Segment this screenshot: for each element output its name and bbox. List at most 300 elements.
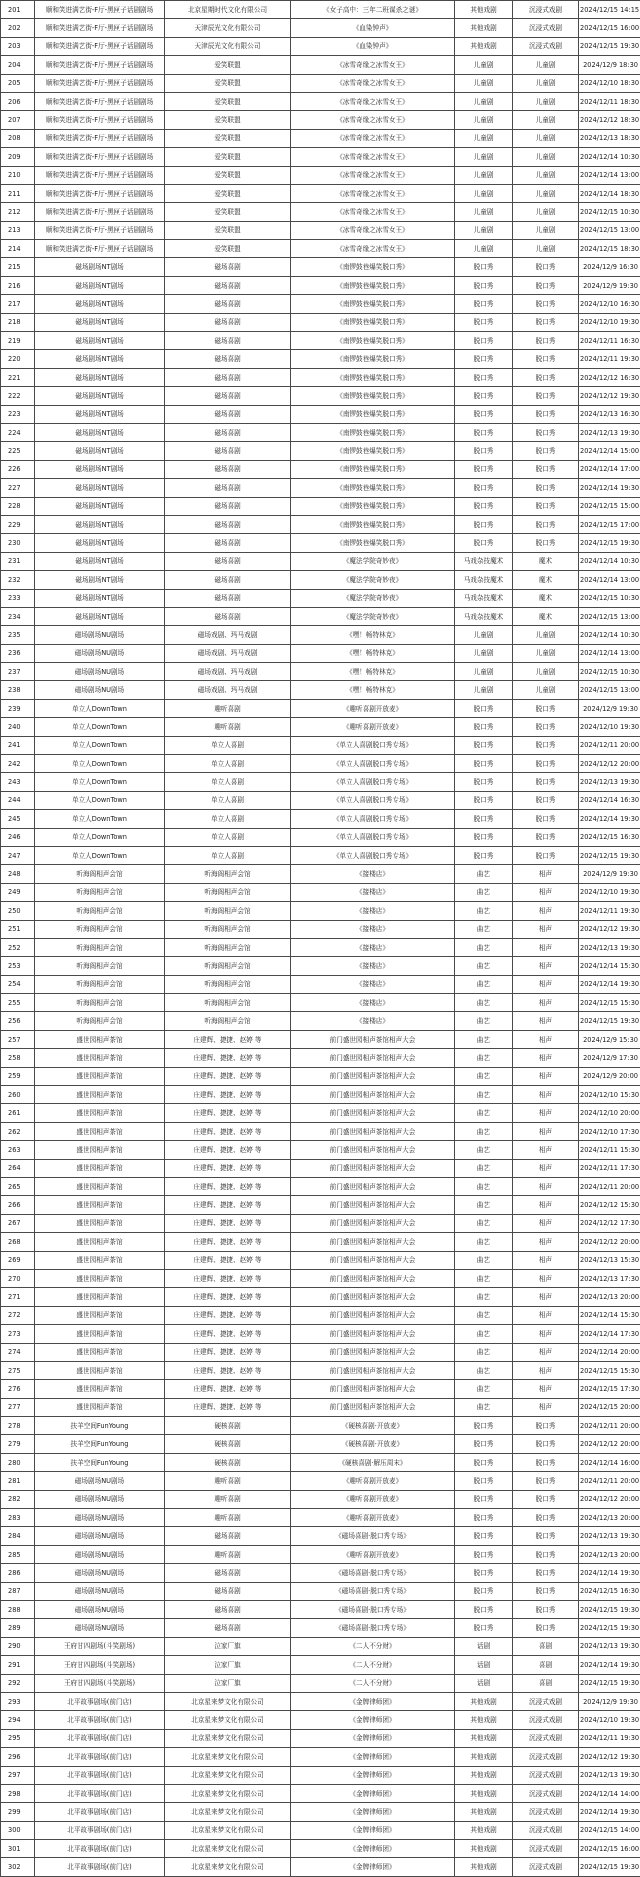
row-number: 205: [1, 74, 35, 92]
table-row: [1, 1012, 640, 1030]
program-title-cell: 《魔法学院奇妙夜》: [291, 589, 455, 607]
program-title-cell: 《嘿！畅特林克》: [291, 644, 455, 662]
organizer-cell: 庄建辉、捷捷、赵婷 等: [165, 1233, 291, 1251]
venue-cell: 磁场剧场NU剧场: [35, 1564, 165, 1582]
datetime-cell: 2024/12/13 17:30: [579, 1269, 640, 1287]
subcategory-cell: 脱口秀: [513, 1453, 579, 1471]
table-row: [1, 1545, 640, 1563]
category-cell: 马戏杂技魔术: [455, 571, 513, 589]
organizer-cell: 爱笑联盟: [165, 166, 291, 184]
venue-cell: 顺和笑进满艺街-F厅-黑匣子话剧剧场: [35, 74, 165, 92]
program-title-cell: 《嘿！畅特林克》: [291, 626, 455, 644]
organizer-cell: 爱笑联盟: [165, 221, 291, 239]
category-cell: 儿童剧: [455, 626, 513, 644]
program-title-cell: 《磁场喜剧·脱口秀专场》: [291, 1582, 455, 1600]
venue-cell: 听海阁相声会馆: [35, 902, 165, 920]
organizer-cell: 听海阁相声会馆: [165, 957, 291, 975]
venue-cell: 顺和笑进满艺街-F厅-黑匣子话剧剧场: [35, 37, 165, 55]
organizer-cell: 爱笑联盟: [165, 129, 291, 147]
row-number: 250: [1, 902, 35, 920]
organizer-cell: 磁场戏剧、玛马戏剧: [165, 681, 291, 699]
table-row: [1, 1490, 640, 1508]
row-number: 275: [1, 1361, 35, 1379]
program-title-cell: 前门盛世园相声茶馆相声大会: [291, 1196, 455, 1214]
row-number: 280: [1, 1453, 35, 1471]
row-number: 216: [1, 276, 35, 294]
organizer-cell: 趣听喜剧: [165, 1472, 291, 1490]
row-number: 214: [1, 240, 35, 258]
row-number: 218: [1, 313, 35, 331]
datetime-cell: 2024/12/14 10:30: [579, 552, 640, 570]
subcategory-cell: 相声: [513, 994, 579, 1012]
subcategory-cell: 脱口秀: [513, 295, 579, 313]
category-cell: 曲艺: [455, 1030, 513, 1048]
row-number: 226: [1, 460, 35, 478]
datetime-cell: 2024/12/15 19:30: [579, 37, 640, 55]
subcategory-cell: 相声: [513, 1380, 579, 1398]
organizer-cell: 爱笑联盟: [165, 56, 291, 74]
category-cell: 马戏杂技魔术: [455, 607, 513, 625]
category-cell: 曲艺: [455, 1049, 513, 1067]
datetime-cell: 2024/12/14 17:30: [579, 1325, 640, 1343]
organizer-cell: 北京星期时代文化有限公司: [165, 1, 291, 19]
category-cell: 曲艺: [455, 1380, 513, 1398]
datetime-cell: 2024/12/10 18:30: [579, 74, 640, 92]
venue-cell: 北平故事剧场(前门店): [35, 1840, 165, 1858]
row-number: 283: [1, 1509, 35, 1527]
row-number: 300: [1, 1821, 35, 1839]
program-title-cell: 《冰雪奇缘之冰雪女王》: [291, 92, 455, 110]
organizer-cell: 听海阁相声会馆: [165, 994, 291, 1012]
venue-cell: 顺和笑进满艺街-F厅-黑匣子话剧剧场: [35, 148, 165, 166]
subcategory-cell: 脱口秀: [513, 1435, 579, 1453]
organizer-cell: 单立人喜剧: [165, 846, 291, 864]
row-number: 245: [1, 810, 35, 828]
category-cell: 儿童剧: [455, 74, 513, 92]
table-row: [1, 1196, 640, 1214]
table-row: [1, 387, 640, 405]
venue-cell: 磁场剧场NU剧场: [35, 626, 165, 644]
row-number: 222: [1, 387, 35, 405]
organizer-cell: 磁场喜剧: [165, 497, 291, 515]
row-number: 281: [1, 1472, 35, 1490]
subcategory-cell: 脱口秀: [513, 368, 579, 386]
datetime-cell: 2024/12/15 15:30: [579, 1361, 640, 1379]
venue-cell: 磁场剧场NT剧场: [35, 552, 165, 570]
program-title-cell: 《趣听喜剧开放麦》: [291, 1509, 455, 1527]
row-number: 246: [1, 828, 35, 846]
table-row: [1, 1251, 640, 1269]
subcategory-cell: 相声: [513, 1269, 579, 1287]
row-number: 293: [1, 1692, 35, 1710]
datetime-cell: 2024/12/9 15:30: [579, 1030, 640, 1048]
organizer-cell: 听海阁相声会馆: [165, 865, 291, 883]
program-title-cell: 《嘿！畅特林克》: [291, 663, 455, 681]
datetime-cell: 2024/12/10 20:00: [579, 1104, 640, 1122]
organizer-cell: 硬核喜剧: [165, 1417, 291, 1435]
datetime-cell: 2024/12/13 19:30: [579, 423, 640, 441]
table-row: [1, 957, 640, 975]
category-cell: 曲艺: [455, 920, 513, 938]
subcategory-cell: 相声: [513, 883, 579, 901]
category-cell: 脱口秀: [455, 350, 513, 368]
table-row: [1, 129, 640, 147]
datetime-cell: 2024/12/10 15:30: [579, 1086, 640, 1104]
row-number: 298: [1, 1784, 35, 1802]
category-cell: 脱口秀: [455, 1619, 513, 1637]
subcategory-cell: 儿童剧: [513, 111, 579, 129]
subcategory-cell: 沉浸式戏剧: [513, 1729, 579, 1747]
organizer-cell: 庄建辉、捷捷、赵婷 等: [165, 1398, 291, 1416]
program-title-cell: 《南锣鼓巷爆笑脱口秀》: [291, 442, 455, 460]
datetime-cell: 2024/12/14 13:00: [579, 571, 640, 589]
table-row: [1, 607, 640, 625]
category-cell: 曲艺: [455, 1251, 513, 1269]
row-number: 211: [1, 184, 35, 202]
organizer-cell: 泣家厂旗: [165, 1637, 291, 1655]
subcategory-cell: 相声: [513, 1122, 579, 1140]
datetime-cell: 2024/12/14 19:30: [579, 975, 640, 993]
venue-cell: 盛世园相声茶馆: [35, 1159, 165, 1177]
category-cell: 曲艺: [455, 957, 513, 975]
subcategory-cell: 脱口秀: [513, 755, 579, 773]
row-number: 213: [1, 221, 35, 239]
category-cell: 曲艺: [455, 1398, 513, 1416]
subcategory-cell: 相声: [513, 1030, 579, 1048]
program-title-cell: 《二人不分财》: [291, 1637, 455, 1655]
organizer-cell: 磁场喜剧: [165, 332, 291, 350]
organizer-cell: 磁场喜剧: [165, 1600, 291, 1618]
category-cell: 脱口秀: [455, 368, 513, 386]
row-number: 265: [1, 1178, 35, 1196]
venue-cell: 王府甘四剧场(斗笑剧场): [35, 1637, 165, 1655]
venue-cell: 听海阁相声会馆: [35, 920, 165, 938]
subcategory-cell: 喜剧: [513, 1637, 579, 1655]
venue-cell: 磁场剧场NT剧场: [35, 276, 165, 294]
category-cell: 脱口秀: [455, 1564, 513, 1582]
venue-cell: 北平故事剧场(前门店): [35, 1729, 165, 1747]
subcategory-cell: 脱口秀: [513, 1582, 579, 1600]
category-cell: 脱口秀: [455, 1527, 513, 1545]
datetime-cell: 2024/12/14 19:30: [579, 1803, 640, 1821]
venue-cell: 盛世园相声茶馆: [35, 1380, 165, 1398]
datetime-cell: 2024/12/10 19:30: [579, 313, 640, 331]
row-number: 299: [1, 1803, 35, 1821]
venue-cell: 听海阁相声会馆: [35, 883, 165, 901]
table-row: [1, 1233, 640, 1251]
datetime-cell: 2024/12/14 19:30: [579, 1656, 640, 1674]
datetime-cell: 2024/12/12 20:00: [579, 755, 640, 773]
datetime-cell: 2024/12/11 16:30: [579, 332, 640, 350]
datetime-cell: 2024/12/9 19:30: [579, 276, 640, 294]
program-title-cell: 前门盛世园相声茶馆相声大会: [291, 1233, 455, 1251]
row-number: 257: [1, 1030, 35, 1048]
datetime-cell: 2024/12/14 19:30: [579, 1564, 640, 1582]
program-title-cell: 《嘿！畅特林克》: [291, 681, 455, 699]
table-row: [1, 111, 640, 129]
table-row: [1, 1269, 640, 1287]
row-number: 237: [1, 663, 35, 681]
venue-cell: 听海阁相声会馆: [35, 1012, 165, 1030]
row-number: 233: [1, 589, 35, 607]
organizer-cell: 趣听喜剧: [165, 699, 291, 717]
subcategory-cell: 脱口秀: [513, 387, 579, 405]
category-cell: 脱口秀: [455, 387, 513, 405]
subcategory-cell: 脱口秀: [513, 350, 579, 368]
table-row: [1, 1472, 640, 1490]
organizer-cell: 北京星来梦文化有限公司: [165, 1858, 291, 1876]
venue-cell: 磁场剧场NU剧场: [35, 1527, 165, 1545]
venue-cell: 单立人DownTown: [35, 699, 165, 717]
datetime-cell: 2024/12/10 19:30: [579, 1711, 640, 1729]
venue-cell: 盛世园相声茶馆: [35, 1306, 165, 1324]
category-cell: 脱口秀: [455, 1435, 513, 1453]
category-cell: 曲艺: [455, 975, 513, 993]
program-title-cell: 《接楼店》: [291, 883, 455, 901]
organizer-cell: 磁场喜剧: [165, 313, 291, 331]
table-row: [1, 479, 640, 497]
organizer-cell: 庄建辉、捷捷、赵婷 等: [165, 1159, 291, 1177]
organizer-cell: 听海阁相声会馆: [165, 883, 291, 901]
table-row: [1, 644, 640, 662]
datetime-cell: 2024/12/15 20:00: [579, 1398, 640, 1416]
datetime-cell: 2024/12/11 19:30: [579, 902, 640, 920]
row-number: 270: [1, 1269, 35, 1287]
program-title-cell: 《冰雪奇缘之冰雪女王》: [291, 148, 455, 166]
table-row: [1, 1104, 640, 1122]
subcategory-cell: 脱口秀: [513, 515, 579, 533]
datetime-cell: 2024/12/14 20:00: [579, 1343, 640, 1361]
category-cell: 其他戏剧: [455, 1766, 513, 1784]
row-number: 262: [1, 1122, 35, 1140]
category-cell: 脱口秀: [455, 423, 513, 441]
category-cell: 儿童剧: [455, 166, 513, 184]
organizer-cell: 磁场喜剧: [165, 368, 291, 386]
table-row: [1, 276, 640, 294]
subcategory-cell: 沉浸式戏剧: [513, 1766, 579, 1784]
program-title-cell: 《冰雪奇缘之冰雪女王》: [291, 129, 455, 147]
subcategory-cell: 脱口秀: [513, 276, 579, 294]
category-cell: 曲艺: [455, 994, 513, 1012]
category-cell: 曲艺: [455, 1269, 513, 1287]
category-cell: 曲艺: [455, 1141, 513, 1159]
table-row: [1, 1637, 640, 1655]
program-title-cell: 《金牌律师团》: [291, 1711, 455, 1729]
venue-cell: 听海阁相声会馆: [35, 865, 165, 883]
category-cell: 脱口秀: [455, 1509, 513, 1527]
program-title-cell: 《单立人喜剧脱口秀专场》: [291, 755, 455, 773]
row-number: 251: [1, 920, 35, 938]
organizer-cell: 爱笑联盟: [165, 74, 291, 92]
category-cell: 脱口秀: [455, 332, 513, 350]
datetime-cell: 2024/12/12 16:30: [579, 368, 640, 386]
datetime-cell: 2024/12/9 17:30: [579, 1049, 640, 1067]
venue-cell: 磁场剧场NT剧场: [35, 607, 165, 625]
row-number: 209: [1, 148, 35, 166]
row-number: 264: [1, 1159, 35, 1177]
venue-cell: 盛世园相声茶馆: [35, 1288, 165, 1306]
subcategory-cell: 儿童剧: [513, 148, 579, 166]
program-title-cell: 《单立人喜剧脱口秀专场》: [291, 846, 455, 864]
category-cell: 脱口秀: [455, 718, 513, 736]
organizer-cell: 单立人喜剧: [165, 810, 291, 828]
row-number: 288: [1, 1600, 35, 1618]
subcategory-cell: 脱口秀: [513, 718, 579, 736]
subcategory-cell: 儿童剧: [513, 166, 579, 184]
venue-cell: 顺和笑进满艺街-F厅-黑匣子话剧剧场: [35, 129, 165, 147]
program-title-cell: 《接楼店》: [291, 865, 455, 883]
subcategory-cell: 脱口秀: [513, 773, 579, 791]
venue-cell: 磁场剧场NT剧场: [35, 368, 165, 386]
organizer-cell: 庄建辉、捷捷、赵婷 等: [165, 1049, 291, 1067]
datetime-cell: 2024/12/12 18:30: [579, 111, 640, 129]
category-cell: 脱口秀: [455, 497, 513, 515]
table-row: [1, 1527, 640, 1545]
datetime-cell: 2024/12/14 10:30: [579, 148, 640, 166]
row-number: 259: [1, 1067, 35, 1085]
organizer-cell: 庄建辉、捷捷、赵婷 等: [165, 1325, 291, 1343]
venue-cell: 磁场剧场NT剧场: [35, 497, 165, 515]
table-row: [1, 1729, 640, 1747]
row-number: 227: [1, 479, 35, 497]
datetime-cell: 2024/12/15 14:00: [579, 1821, 640, 1839]
row-number: 242: [1, 755, 35, 773]
datetime-cell: 2024/12/15 19:30: [579, 1012, 640, 1030]
subcategory-cell: 相声: [513, 1141, 579, 1159]
program-title-cell: 《接楼店》: [291, 902, 455, 920]
venue-cell: 盛世园相声茶馆: [35, 1233, 165, 1251]
table-row: [1, 240, 640, 258]
subcategory-cell: 儿童剧: [513, 681, 579, 699]
table-row: [1, 920, 640, 938]
subcategory-cell: 相声: [513, 1306, 579, 1324]
venue-cell: 单立人DownTown: [35, 810, 165, 828]
datetime-cell: 2024/12/14 13:00: [579, 166, 640, 184]
subcategory-cell: 脱口秀: [513, 736, 579, 754]
organizer-cell: 北京星来梦文化有限公司: [165, 1803, 291, 1821]
table-row: [1, 755, 640, 773]
organizer-cell: 庄建辉、捷捷、赵婷 等: [165, 1380, 291, 1398]
venue-cell: 磁场剧场NT剧场: [35, 332, 165, 350]
category-cell: 其他戏剧: [455, 1729, 513, 1747]
datetime-cell: 2024/12/9 16:30: [579, 258, 640, 276]
datetime-cell: 2024/12/14 17:00: [579, 460, 640, 478]
venue-cell: 磁场剧场NU剧场: [35, 1600, 165, 1618]
datetime-cell: 2024/12/11 19:30: [579, 350, 640, 368]
organizer-cell: 单立人喜剧: [165, 736, 291, 754]
datetime-cell: 2024/12/15 13:00: [579, 681, 640, 699]
category-cell: 儿童剧: [455, 148, 513, 166]
organizer-cell: 单立人喜剧: [165, 828, 291, 846]
datetime-cell: 2024/12/11 18:30: [579, 92, 640, 110]
category-cell: 脱口秀: [455, 1417, 513, 1435]
subcategory-cell: 相声: [513, 1251, 579, 1269]
table-row: [1, 699, 640, 717]
organizer-cell: 趣听喜剧: [165, 1509, 291, 1527]
datetime-cell: 2024/12/10 16:30: [579, 295, 640, 313]
table-row: [1, 1453, 640, 1471]
program-title-cell: 《冰雪奇缘之冰雪女王》: [291, 184, 455, 202]
table-row: [1, 405, 640, 423]
subcategory-cell: 相声: [513, 1049, 579, 1067]
datetime-cell: 2024/12/12 19:30: [579, 387, 640, 405]
row-number: 235: [1, 626, 35, 644]
table-row: [1, 1306, 640, 1324]
category-cell: 马戏杂技魔术: [455, 552, 513, 570]
table-row: [1, 736, 640, 754]
subcategory-cell: 脱口秀: [513, 423, 579, 441]
program-title-cell: 《南锣鼓巷爆笑脱口秀》: [291, 295, 455, 313]
venue-cell: 北平故事剧场(前门店): [35, 1692, 165, 1710]
subcategory-cell: 脱口秀: [513, 1527, 579, 1545]
datetime-cell: 2024/12/15 13:00: [579, 607, 640, 625]
category-cell: 儿童剧: [455, 56, 513, 74]
program-title-cell: 《硬核喜剧·开放麦》: [291, 1417, 455, 1435]
subcategory-cell: 相声: [513, 957, 579, 975]
subcategory-cell: 沉浸式戏剧: [513, 1784, 579, 1802]
table-row: [1, 497, 640, 515]
datetime-cell: 2024/12/14 13:00: [579, 644, 640, 662]
datetime-cell: 2024/12/9 20:00: [579, 1067, 640, 1085]
program-title-cell: 《磁场喜剧·脱口秀专场》: [291, 1619, 455, 1637]
program-title-cell: 《趣听喜剧开放麦》: [291, 1472, 455, 1490]
table-row: [1, 1049, 640, 1067]
organizer-cell: 磁场喜剧: [165, 571, 291, 589]
organizer-cell: 庄建辉、捷捷、赵婷 等: [165, 1030, 291, 1048]
table-row: [1, 1214, 640, 1232]
row-number: 284: [1, 1527, 35, 1545]
category-cell: 脱口秀: [455, 810, 513, 828]
datetime-cell: 2024/12/13 19:30: [579, 1527, 640, 1545]
table-row: [1, 1803, 640, 1821]
program-title-cell: 前门盛世园相声茶馆相声大会: [291, 1122, 455, 1140]
table-row: [1, 1343, 640, 1361]
program-title-cell: 《冰雪奇缘之冰雪女王》: [291, 74, 455, 92]
program-title-cell: 前门盛世园相声茶馆相声大会: [291, 1269, 455, 1287]
program-title-cell: 《南锣鼓巷爆笑脱口秀》: [291, 479, 455, 497]
category-cell: 脱口秀: [455, 258, 513, 276]
program-title-cell: 《魔法学院奇妙夜》: [291, 607, 455, 625]
table-row: [1, 791, 640, 809]
table-row: [1, 1692, 640, 1710]
category-cell: 话剧: [455, 1656, 513, 1674]
table-row: [1, 1178, 640, 1196]
row-number: 260: [1, 1086, 35, 1104]
subcategory-cell: 相声: [513, 1178, 579, 1196]
program-title-cell: 《魔法学院奇妙夜》: [291, 552, 455, 570]
subcategory-cell: 儿童剧: [513, 184, 579, 202]
table-row: [1, 1288, 640, 1306]
category-cell: 儿童剧: [455, 184, 513, 202]
row-number: 204: [1, 56, 35, 74]
category-cell: 其他戏剧: [455, 1, 513, 19]
row-number: 253: [1, 957, 35, 975]
organizer-cell: 磁场喜剧: [165, 1564, 291, 1582]
row-number: 266: [1, 1196, 35, 1214]
program-title-cell: 《接楼店》: [291, 1012, 455, 1030]
venue-cell: 顺和笑进满艺街-F厅-黑匣子话剧剧场: [35, 56, 165, 74]
row-number: 244: [1, 791, 35, 809]
organizer-cell: 听海阁相声会馆: [165, 1012, 291, 1030]
row-number: 212: [1, 203, 35, 221]
row-number: 215: [1, 258, 35, 276]
venue-cell: 北平故事剧场(前门店): [35, 1784, 165, 1802]
row-number: 258: [1, 1049, 35, 1067]
category-cell: 曲艺: [455, 1086, 513, 1104]
program-title-cell: 《硬核喜剧·开放麦》: [291, 1435, 455, 1453]
row-number: 286: [1, 1564, 35, 1582]
organizer-cell: 磁场喜剧: [165, 1582, 291, 1600]
